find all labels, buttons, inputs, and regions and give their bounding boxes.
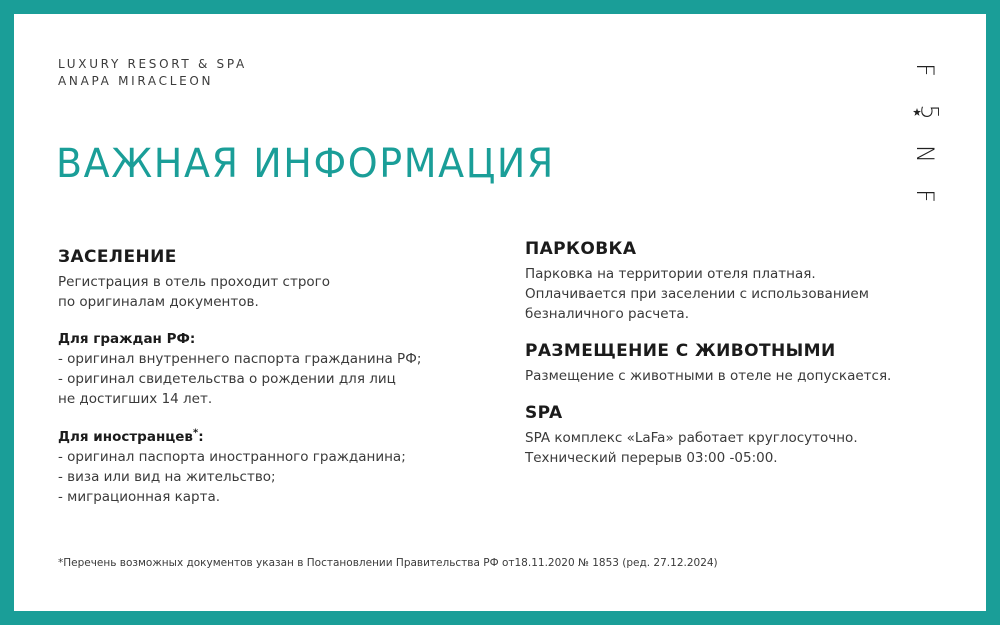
checkin-intro-line-1: Регистрация в отель проходит строго — [58, 274, 331, 290]
rf-list-item: - оригинал внутреннего паспорта гражданина РФ; — [58, 351, 422, 367]
rf-list-item: не достигших 14 лет. — [58, 391, 213, 407]
logo-letter-2: 5 — [915, 104, 944, 120]
rf-citizens-heading: Для граждан РФ: — [58, 331, 196, 347]
foreigners-heading-colon: : — [198, 429, 204, 445]
footnote: *Перечень возможных документов указан в Постановлении Правительства РФ от18.11.2020 № 1853 (ред. 27.12.2024) — [58, 557, 718, 569]
logo-letter-3: N — [910, 145, 939, 163]
brand-block — [58, 56, 247, 90]
page-title: ВАЖНАЯ ИНФОРМАЦИЯ — [56, 140, 555, 187]
spa-heading: SPA — [525, 403, 563, 423]
logo-letter-4: F — [911, 189, 939, 203]
star-icon — [913, 100, 944, 124]
foreigners-list-item: - виза или вид на жительство; — [58, 469, 276, 485]
parking-section — [525, 238, 965, 324]
pets-line: Размещение с животными в отеле не допускается. — [525, 368, 892, 384]
foreigners-heading-text: Для иностранцев — [58, 429, 193, 445]
checkin-intro-line-2: по оригиналам документов. — [58, 294, 259, 310]
brand-line-1: LUXURY RESORT & SPA — [58, 57, 247, 71]
logo-letter-1: F — [911, 63, 939, 77]
f5nf-logo — [910, 58, 944, 208]
info-card — [14, 14, 986, 611]
checkin-heading: ЗАСЕЛЕНИЕ — [58, 247, 177, 267]
parking-line: Парковка на территории отеля платная. — [525, 266, 816, 282]
brand-line-2: ANAPA MIRACLEON — [58, 74, 214, 88]
rf-list-item: - оригинал свидетельства о рождении для лиц — [58, 371, 396, 387]
foreigners-heading — [58, 427, 488, 447]
foreigners-list-item: - миграционная карта. — [58, 489, 221, 505]
parking-line: безналичного расчета. — [525, 306, 689, 322]
parking-line: Оплачивается при заселении с использованием — [525, 286, 869, 302]
parking-heading: ПАРКОВКА — [525, 239, 637, 259]
pets-section — [525, 340, 965, 386]
checkin-section — [58, 246, 488, 507]
spa-line: Технический перерыв 03:00 -05:00. — [525, 450, 778, 466]
spa-section — [525, 402, 965, 468]
right-column — [525, 238, 965, 468]
foreigners-list-item: - оригинал паспорта иностранного гражданина; — [58, 449, 406, 465]
pets-heading: РАЗМЕЩЕНИЕ С ЖИВОТНЫМИ — [525, 341, 836, 361]
footnote-star-icon: * — [192, 427, 199, 439]
spa-line: SPA комплекс «LaFa» работает круглосуточно. — [525, 430, 858, 446]
